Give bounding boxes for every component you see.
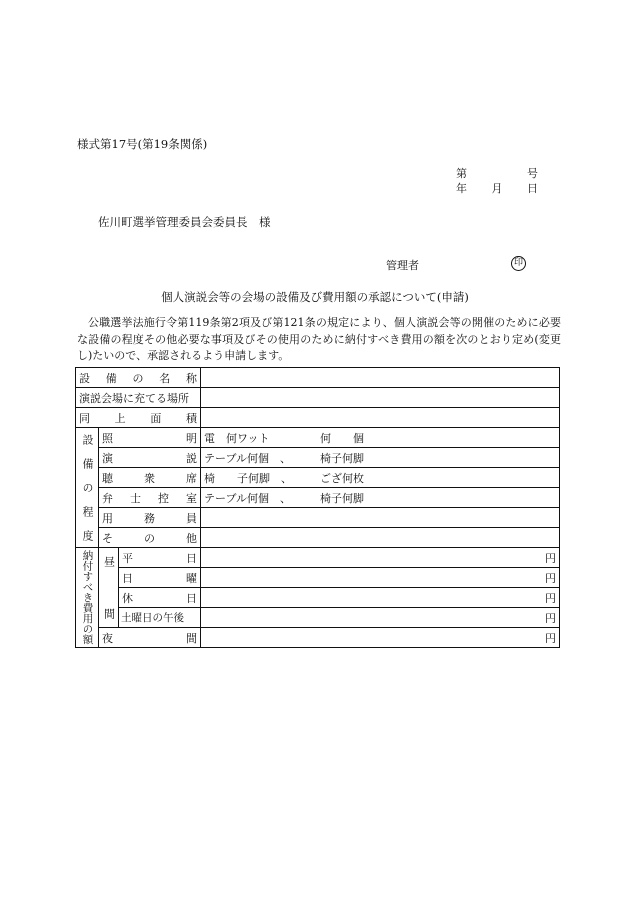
addressee: 佐川町選挙管理委員会委員長 様 [98,215,271,229]
body-text: 公職選挙法施行令第119条第2項及び第121条の規定により、個人演説会等の開催のために必要な設備の程度その他必要な事項及びその使用のために納付すべき費用の額を次のとおり定め(変更し)たいので、承認されるよう申請します。 [77,316,561,362]
table-row [76,628,560,648]
other-value[interactable] [201,528,560,548]
venue-value[interactable] [201,388,560,408]
night-amount[interactable]: 円 [201,628,560,648]
label-char: そ [102,531,113,545]
lighting-label [99,428,201,448]
date-day: 日 [527,182,538,195]
night-text [102,630,197,646]
facility-name-text [79,370,197,386]
label-char: 平 [122,551,133,565]
lawyer-text [102,490,197,506]
label-char: 弁 [102,491,113,505]
lawyer-detail[interactable] [201,488,560,508]
document-title: 個人演説会等の会場の設備及び費用額の承認について(申請) [161,290,469,304]
daytime-label: 昼間 [99,548,119,628]
fee-label: 納付すべき費用の額 [76,548,99,648]
label-char: 名 [159,371,171,385]
label-char: 席 [186,471,198,485]
label-char: 室 [186,491,197,505]
holiday-label [119,588,201,608]
facility-name-label [76,368,201,388]
manager-label: 管理者 [386,259,419,272]
label-char: の [144,531,156,545]
table-row [76,428,560,448]
table-row [76,408,560,428]
table-row [76,608,560,628]
label-char: 照 [102,431,113,445]
lawyer-detail-b: 椅子何脚 [320,491,365,505]
holiday-amount[interactable]: 円 [201,588,560,608]
label-char: 同 [79,411,90,425]
label-char: 日 [186,591,198,605]
table-row [76,468,560,488]
saturday-pm-label: 土曜日の午後 [119,608,201,628]
degree-label: 設備の程度 [76,428,99,548]
document-number-block [456,166,538,196]
speech-detail-a: テーブル何個 、 [204,451,292,465]
staff-value[interactable] [201,508,560,528]
label-char: 士 [130,491,141,505]
table-row [76,548,560,568]
label-char: 夜 [102,631,113,645]
label-char: 日 [186,551,198,565]
audience-detail[interactable] [201,468,560,488]
label-char: 曜 [186,571,198,585]
other-label [99,528,201,548]
label-char: 他 [186,531,198,545]
doc-go: 号 [527,167,538,180]
label-char: 面 [150,411,162,425]
area-value[interactable] [201,408,560,428]
audience-detail-b: ござ何枚 [320,471,365,485]
speech-detail-b: 椅子何脚 [320,451,365,465]
speech-label [99,448,201,468]
weekday-text [122,550,197,566]
label-char: 説 [186,451,198,465]
label-char: 演 [102,451,113,465]
label-char: 称 [186,371,197,385]
facility-name-value[interactable] [201,368,560,388]
weekday-amount[interactable]: 円 [201,548,560,568]
speech-text [102,450,197,466]
label-char: 備 [105,371,117,385]
staff-text [102,510,197,526]
other-text [102,530,197,546]
doc-dai: 第 [456,167,467,180]
table-row [76,528,560,548]
label-char: 明 [186,431,198,445]
speech-detail[interactable] [201,448,560,468]
table-row [76,388,560,408]
table-row [76,488,560,508]
area-text [79,410,197,426]
table-row [76,448,560,468]
table-row [76,588,560,608]
audience-label [99,468,201,488]
holiday-text [122,590,197,606]
sunday-text [122,570,197,586]
label-char: 設 [79,371,90,385]
label-char: の [132,371,144,385]
sunday-label [119,568,201,588]
label-char: 日 [122,571,133,585]
audience-text [102,470,197,486]
area-label [76,408,201,428]
label-char: 上 [114,411,126,425]
venue-label: 演説会場に充てる場所 [76,388,201,408]
weekday-label [119,548,201,568]
lawyer-label [99,488,201,508]
label-char: 積 [186,411,198,425]
label-char: 用 [102,511,113,525]
seal-mark: 印 [511,256,526,271]
sunday-amount[interactable]: 円 [201,568,560,588]
audience-detail-a: 椅 子何脚 、 [204,471,293,485]
saturday-pm-amount[interactable]: 円 [201,608,560,628]
lighting-detail-b: 何 個 [320,431,365,445]
table-row [76,508,560,528]
label-char: 衆 [144,471,156,485]
staff-label [99,508,201,528]
date-year: 年 [456,182,467,195]
label-char: 休 [122,591,133,605]
lighting-text [102,430,197,446]
label-char: 間 [186,631,198,645]
lighting-detail-a: 電 何ワット [204,431,270,445]
form-number: 様式第17号(第19条関係) [77,137,208,151]
date-month: 月 [491,182,503,195]
lawyer-detail-a: テーブル何個 、 [204,491,292,505]
label-char: 控 [158,491,169,505]
table-row [76,368,560,388]
label-char: 員 [186,511,198,525]
application-table [75,367,560,648]
lighting-detail[interactable] [201,428,560,448]
table-row [76,568,560,588]
label-char: 聴 [102,471,113,485]
night-label [99,628,201,648]
label-char: 務 [144,511,156,525]
